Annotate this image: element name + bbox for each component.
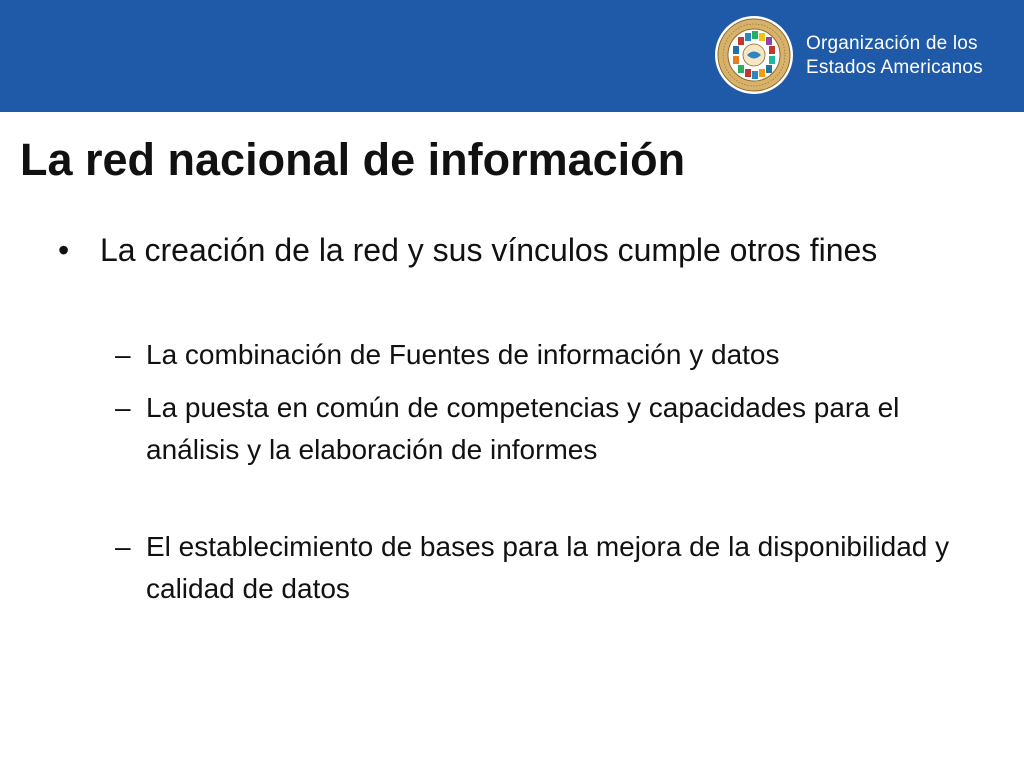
dash-marker: – (115, 392, 131, 423)
bullet-marker: • (58, 232, 70, 268)
sub-list-item (115, 526, 985, 610)
sub-bullet-text: El establecimiento de bases para la mejora de la disponibilidad y calidad de datos (146, 531, 950, 604)
sub-bullet-text: La puesta en común de competencias y capacidades para el análisis y la elaboración de informes (146, 392, 900, 465)
sub-list-item (115, 334, 985, 376)
org-name-line2: Estados Americanos (806, 57, 983, 78)
bullet-text: La creación de la red y sus vínculos cumple otros fines (100, 232, 878, 268)
sub-list-item (115, 387, 985, 471)
dash-marker: – (115, 339, 131, 370)
header-band (0, 0, 1024, 112)
sub-bullet-text: La combinación de Fuentes de información y datos (146, 339, 780, 370)
slide-title: La red nacional de información (20, 134, 686, 185)
oas-seal-icon (714, 15, 794, 95)
dash-marker: – (115, 531, 131, 562)
list-item (58, 226, 958, 275)
org-name (806, 32, 1016, 80)
org-name-line1: Organización de los (806, 33, 978, 54)
